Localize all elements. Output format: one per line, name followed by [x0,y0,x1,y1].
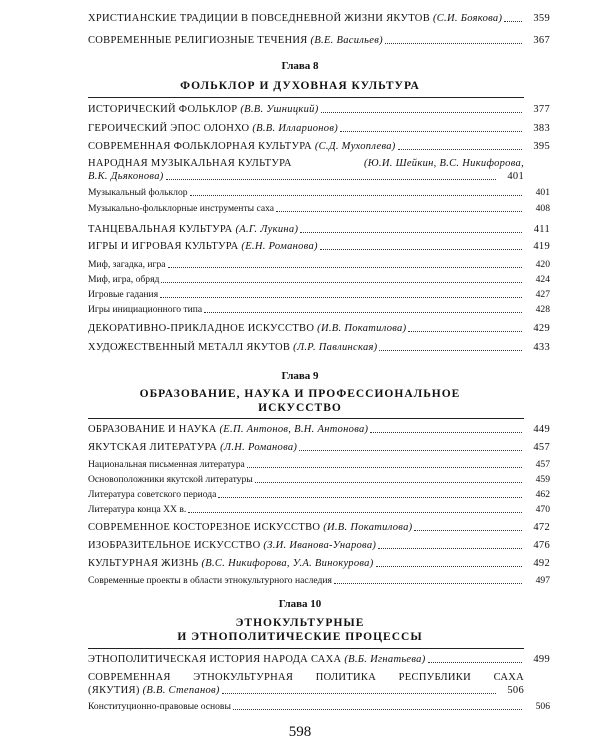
entry-title: СОВРЕМЕННАЯ ЭТНОКУЛЬТУРНАЯ ПОЛИТИКА РЕСПУБЛИКИ САХА [88,672,524,683]
toc-entry [88,671,524,697]
toc-entry [88,34,550,47]
entry-title: Современные проекты в области этнокультурного наследия [88,575,332,586]
entry-title: ЭТНОПОЛИТИЧЕСКАЯ ИСТОРИЯ НАРОДА САХА [88,654,342,665]
entry-page: 472 [533,522,550,533]
divider [88,418,524,419]
toc-entry [88,653,550,666]
toc-subentry [88,700,550,713]
entry-title: ХРИСТИАНСКИЕ ТРАДИЦИИ В ПОВСЕДНЕВНОЙ ЖИЗНИ ЯКУТОВ [88,13,430,24]
toc-entry [88,240,550,253]
toc-subentry [88,488,550,501]
toc-subentry [88,288,550,301]
entry-page: 433 [533,342,550,353]
toc-subentry [88,202,550,215]
entry-page: 457 [533,442,550,453]
entry-page: 383 [533,123,550,134]
entry-author: (С.И. Боякова) [432,13,503,24]
entry-page: 359 [533,13,550,24]
entry-title: Музыкальный фольклор [88,187,188,198]
entry-author: (С.Д. Мухоплева) [314,141,396,152]
entry-title: ГЕРОИЧЕСКИЙ ЭПОС ОЛОНХО [88,123,250,134]
toc-subentry [88,258,550,271]
entry-page: 428 [535,304,550,315]
chapter-title-line1: ОБРАЗОВАНИЕ, НАУКА И ПРОФЕССИОНАЛЬНОЕ [139,388,461,400]
entry-title: Игровые гадания [88,289,159,300]
entry-page: 419 [533,241,550,252]
entry-title: Конституционно-правовые основы [88,701,231,712]
entry-title: Литература советского периода [88,489,217,500]
entry-page: 395 [533,141,550,152]
entry-page: 497 [535,575,550,586]
entry-page: 462 [535,489,550,500]
chapter-label: Глава 8 [281,60,319,72]
toc-entry [88,140,550,153]
entry-author: (Л.Н. Романова) [220,442,298,453]
toc-subentry [88,273,550,286]
entry-title: ДЕКОРАТИВНО-ПРИКЛАДНОЕ ИСКУССТВО [88,323,315,334]
entry-title: СОВРЕМЕННОЕ КОСТОРЕЗНОЕ ИСКУССТВО [88,522,321,533]
entry-author: (В.В. Степанов) [142,685,220,696]
toc-subentry [88,473,550,486]
entry-author: (Ю.И. Шейкин, В.С. Никифорова, [364,158,524,169]
entry-author: (В.В. Илларионов) [252,123,339,134]
entry-page: 401 [507,171,524,182]
entry-author: (А.Г. Лукина) [235,224,299,235]
entry-page: 506 [507,685,524,696]
toc-entry [88,122,550,135]
toc-entry [88,322,550,335]
entry-author: (В.В. Ушницкий) [240,104,319,115]
entry-page: 449 [533,424,550,435]
divider [88,648,524,649]
entry-author: (Е.П. Антонов, В.Н. Антонова) [219,424,369,435]
toc-subentry [88,503,550,516]
entry-author: (Л.Р. Павлинская) [293,342,378,353]
chapter-title-line2: ИСКУССТВО [258,402,342,414]
entry-title: КУЛЬТУРНАЯ ЖИЗНЬ [88,558,199,569]
toc-subentry [88,574,550,587]
entry-title: Миф, игра, обряд [88,274,160,285]
toc-subentry [88,458,550,471]
entry-title: Миф, загадка, игра [88,259,166,270]
entry-title: ТАНЦЕВАЛЬНАЯ КУЛЬТУРА [88,224,233,235]
toc-entry [88,103,550,116]
entry-author: (В.Е. Васильев) [310,35,383,46]
entry-page: 492 [533,558,550,569]
toc-entry [88,557,550,570]
entry-title: Литература конца ХХ в. [88,504,187,515]
entry-page: 506 [535,701,550,712]
entry-author: (З.И. Иванова-Унарова) [263,540,377,551]
chapter-title-line2: И ЭТНОПОЛИТИЧЕСКИЕ ПРОЦЕССЫ [177,631,423,643]
chapter-label: Глава 10 [278,598,322,610]
entry-author: (В.Б. Игнатьева) [344,654,426,665]
toc-entry [88,341,550,354]
chapter-title-line1: ЭТНОКУЛЬТУРНЫЕ [235,617,365,629]
entry-page: 411 [533,224,550,235]
entry-author: (И.В. Покатилова) [323,522,413,533]
entry-title: ИСТОРИЧЕСКИЙ ФОЛЬКЛОР [88,104,238,115]
entry-title: Национальная письменная литература [88,459,245,470]
toc-entry [88,441,550,454]
toc-subentry [88,186,550,199]
chapter-label: Глава 9 [281,370,319,382]
entry-title: СОВРЕМЕННЫЕ РЕЛИГИОЗНЫЕ ТЕЧЕНИЯ [88,35,308,46]
toc-entry [88,223,550,236]
toc-entry [88,12,550,25]
entry-author: В.К. Дьяконова) [88,171,164,182]
entry-title: Игры инициационного типа [88,304,203,315]
entry-page: 420 [535,259,550,270]
entry-page: 459 [535,474,550,485]
entry-page: 367 [533,35,550,46]
entry-title: Основоположники якутской литературы [88,474,253,485]
page-number: 598 [288,724,312,740]
entry-page: 408 [535,203,550,214]
entry-page: 476 [533,540,550,551]
entry-title: СОВРЕМЕННАЯ ФОЛЬКЛОРНАЯ КУЛЬТУРА [88,141,312,152]
entry-page: 470 [535,504,550,515]
entry-page: 377 [533,104,550,115]
entry-title: ХУДОЖЕСТВЕННЫЙ МЕТАЛЛ ЯКУТОВ [88,342,291,353]
entry-author: (В.С. Никифорова, У.А. Винокурова) [201,558,374,569]
toc-subentry [88,303,550,316]
entry-page: 499 [533,654,550,665]
entry-page: 424 [535,274,550,285]
entry-title: ИЗОБРАЗИТЕЛЬНОЕ ИСКУССТВО [88,540,261,551]
entry-title: ЯКУТСКАЯ ЛИТЕРАТУРА [88,442,218,453]
entry-title: ИГРЫ И ИГРОВАЯ КУЛЬТУРА [88,241,239,252]
entry-title: НАРОДНАЯ МУЗЫКАЛЬНАЯ КУЛЬТУРА [88,158,292,169]
entry-page: 429 [533,323,550,334]
entry-author: (И.В. Покатилова) [317,323,407,334]
entry-page: 427 [535,289,550,300]
toc-entry [88,157,524,183]
entry-author: (Е.Н. Романова) [241,241,318,252]
entry-title: Музыкально-фольклорные инструменты саха [88,203,275,214]
toc-entry [88,539,550,552]
chapter-title: ФОЛЬКЛОР И ДУХОВНАЯ КУЛЬТУРА [180,80,420,92]
entry-page: 457 [535,459,550,470]
entry-title: ОБРАЗОВАНИЕ И НАУКА [88,424,217,435]
entry-page: 401 [535,187,550,198]
toc-entry [88,423,550,436]
entry-title: (ЯКУТИЯ) [88,685,140,696]
toc-entry [88,521,550,534]
divider [88,97,524,98]
